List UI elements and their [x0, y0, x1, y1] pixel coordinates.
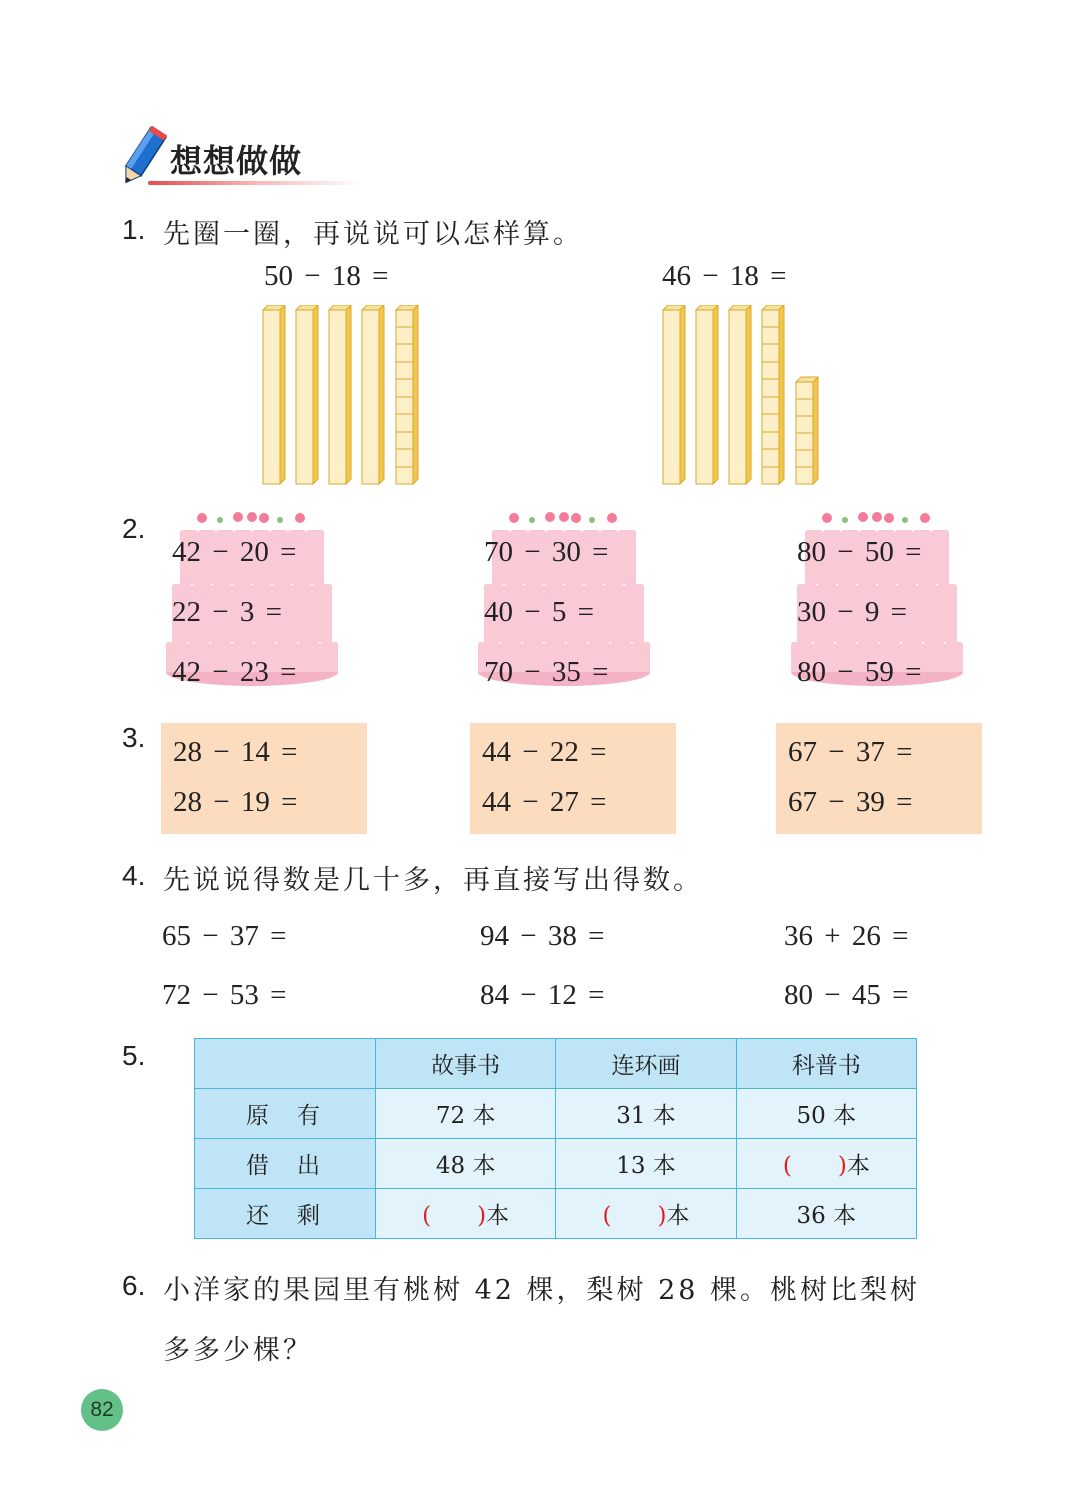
answer-cell[interactable]: ( )本 — [736, 1139, 916, 1189]
table-cell: 50 本 — [736, 1089, 916, 1139]
q6-text-line2: 多多少棵？ — [163, 1335, 313, 1366]
q4-expr: 36 + 26 = — [784, 920, 909, 952]
q1-instruction: 先圈一圈，再说说可以怎样算。 — [163, 219, 583, 250]
q4-expr: 80 − 45 = — [784, 979, 909, 1011]
cake-expr: 30 − 9 = — [797, 596, 907, 628]
q2-number: 2. — [122, 513, 146, 544]
cake-expr: 70 − 35 = — [484, 656, 609, 688]
ten-rod — [663, 305, 685, 484]
table-cell: 31 本 — [556, 1089, 736, 1139]
table-header-cell: 科普书 — [736, 1039, 916, 1089]
table-cell: 72 本 — [376, 1089, 556, 1139]
q4-expr: 84 − 12 = — [480, 979, 605, 1011]
page-number-badge: 82 — [81, 1389, 123, 1431]
table-cell: 13 本 — [556, 1139, 736, 1189]
q4-instruction: 先说说得数是几十多，再直接写出得数。 — [163, 865, 703, 896]
book-table — [194, 1038, 917, 1239]
q3-number: 3. — [122, 722, 146, 753]
ten-rod — [362, 305, 384, 484]
q3-box-2 — [470, 723, 676, 834]
cake-expr: 80 − 59 = — [797, 656, 922, 688]
table-row — [195, 1139, 917, 1189]
q6-text-line1: 小洋家的果园里有桃树 42 棵，梨树 28 棵。桃树比梨树 — [163, 1275, 921, 1306]
table-header-cell: 连环画 — [556, 1039, 736, 1089]
q1-expr-left: 50 − 18 = — [264, 260, 389, 292]
box-expr: 44 − 22 = — [482, 736, 607, 768]
table-cell: 36 本 — [736, 1189, 916, 1239]
cake-expr: 22 − 3 = — [172, 596, 282, 628]
row-label: 借出 — [195, 1139, 376, 1189]
ten-rod — [263, 305, 285, 484]
section-title: 想想做做 — [170, 142, 303, 180]
q3-box-1 — [161, 723, 367, 834]
cake-expr: 40 − 5 = — [484, 596, 594, 628]
cake-3 — [785, 512, 970, 692]
cake-1 — [160, 512, 345, 692]
q4-number: 4. — [122, 860, 146, 891]
q6-number: 6. — [122, 1270, 146, 1301]
q1-expr-right: 46 − 18 = — [662, 260, 787, 292]
answer-cell[interactable]: ( )本 — [556, 1189, 736, 1239]
answer-cell[interactable]: ( )本 — [376, 1189, 556, 1239]
cake-expr: 42 − 23 = — [172, 656, 297, 688]
q4-expr: 94 − 38 = — [480, 920, 605, 952]
table-header-cell: 故事书 — [376, 1039, 556, 1089]
ten-rod-segmented — [396, 305, 418, 484]
table-row — [195, 1189, 917, 1239]
box-expr: 67 − 39 = — [788, 786, 913, 818]
cake-expr: 70 − 30 = — [484, 536, 609, 568]
ten-rod — [329, 305, 351, 484]
table-header-row — [195, 1039, 917, 1089]
box-expr: 67 − 37 = — [788, 736, 913, 768]
q3-box-3 — [776, 723, 982, 834]
ten-rod — [729, 305, 751, 484]
ten-rod — [296, 305, 318, 484]
ten-rod — [696, 305, 718, 484]
box-expr: 28 − 14 = — [173, 736, 298, 768]
q5-number: 5. — [122, 1040, 146, 1071]
q1-rods-right — [658, 305, 828, 490]
cake-expr: 42 − 20 = — [172, 536, 297, 568]
box-expr: 28 − 19 = — [173, 786, 298, 818]
section-header — [118, 126, 358, 190]
q1-rods-left — [258, 305, 428, 490]
ones-cubes — [796, 377, 818, 484]
row-label: 原有 — [195, 1089, 376, 1139]
table-header-cell — [195, 1039, 376, 1089]
table-row — [195, 1089, 917, 1139]
q1-number: 1. — [122, 214, 146, 245]
box-expr: 44 − 27 = — [482, 786, 607, 818]
row-label: 还剩 — [195, 1189, 376, 1239]
cake-expr: 80 − 50 = — [797, 536, 922, 568]
table-cell: 48 本 — [376, 1139, 556, 1189]
ten-rod-segmented — [762, 305, 784, 484]
cake-2 — [472, 512, 657, 692]
q4-expr: 72 − 53 = — [162, 979, 287, 1011]
q4-expr: 65 − 37 = — [162, 920, 287, 952]
